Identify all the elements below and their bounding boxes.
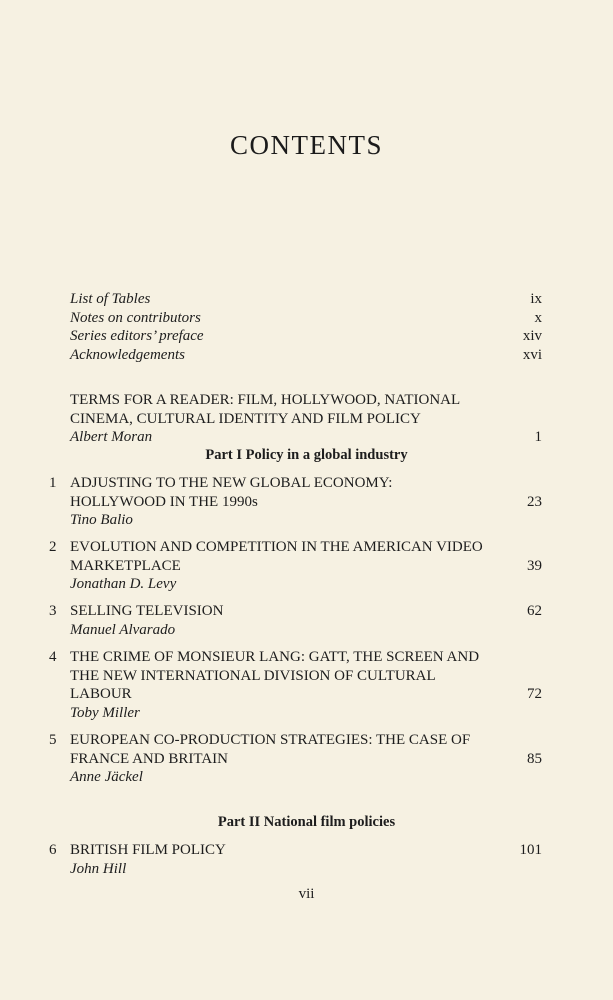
entry-page: 1 <box>534 429 542 446</box>
entry-author: Tino Balio <box>70 512 133 529</box>
entry-title-line: TERMS FOR A READER: FILM, HOLLYWOOD, NATIONAL <box>70 392 461 408</box>
entry-title-line: EVOLUTION AND COMPETITION IN THE AMERICAN VIDEO <box>70 539 483 555</box>
entry-title-line: EUROPEAN CO-PRODUCTION STRATEGIES: THE CASE OF <box>70 732 471 748</box>
entry-author: John Hill <box>70 860 127 877</box>
chapter-number: 2 <box>49 539 57 555</box>
chapter-number: 5 <box>49 732 57 748</box>
entry-author: Jonathan D. Levy <box>70 576 177 593</box>
chapter-number: 6 <box>49 842 57 858</box>
front-matter-page: x <box>534 309 542 326</box>
front-matter-item <box>70 346 542 365</box>
front-matter-item <box>70 290 542 309</box>
entry-title-line: THE NEW INTERNATIONAL DIVISION OF CULTURAL <box>70 667 436 684</box>
entry-title-line: LABOUR <box>70 686 132 703</box>
entry-title-line: HOLLYWOOD IN THE 1990s <box>70 493 258 510</box>
entry-page: 85 <box>527 750 542 767</box>
entry-author: Manuel Alvarado <box>70 621 176 638</box>
front-matter-item <box>70 327 542 346</box>
front-matter-label: Acknowledgements <box>70 346 185 363</box>
chapter-number: 1 <box>49 475 57 491</box>
entry-page: 39 <box>527 557 542 574</box>
front-matter-label: List of Tables <box>70 291 151 307</box>
entry-title-line: ADJUSTING TO THE NEW GLOBAL ECONOMY: <box>70 475 393 491</box>
entry-title-line: CINEMA, CULTURAL IDENTITY AND FILM POLICY <box>70 410 421 427</box>
part-heading: Part I Policy in a global industry <box>205 447 408 463</box>
part-heading: Part II National film policies <box>217 814 396 830</box>
front-matter-label: Series editors’ preface <box>70 328 204 344</box>
page-number: vii <box>298 886 315 902</box>
front-matter-item <box>70 309 542 328</box>
entry-title-line: MARKETPLACE <box>70 557 181 574</box>
front-matter-page: ix <box>530 291 542 307</box>
page-title: CONTENTS <box>230 130 383 160</box>
entry-author: Albert Moran <box>70 429 153 446</box>
entry-author: Toby Miller <box>70 705 140 722</box>
entry-page: 72 <box>527 686 542 703</box>
front-matter-page: xvi <box>522 346 542 363</box>
entry-title-line: BRITISH FILM POLICY <box>70 842 226 858</box>
entry-page: 23 <box>527 493 542 510</box>
front-matter-list <box>70 290 542 364</box>
entry-page: 62 <box>527 603 542 619</box>
entry-title-line: FRANCE AND BRITAIN <box>70 750 228 767</box>
front-matter-label: Notes on contributors <box>70 309 201 326</box>
chapter-number: 3 <box>49 603 57 619</box>
front-matter-page: xiv <box>522 328 542 344</box>
chapter-number: 4 <box>49 649 57 665</box>
entry-title-line: SELLING TELEVISION <box>70 603 224 619</box>
entry-author: Anne Jäckel <box>70 769 143 786</box>
entry-title-line: THE CRIME OF MONSIEUR LANG: GATT, THE SCREEN AND <box>70 649 480 665</box>
entry-page: 101 <box>519 842 542 858</box>
